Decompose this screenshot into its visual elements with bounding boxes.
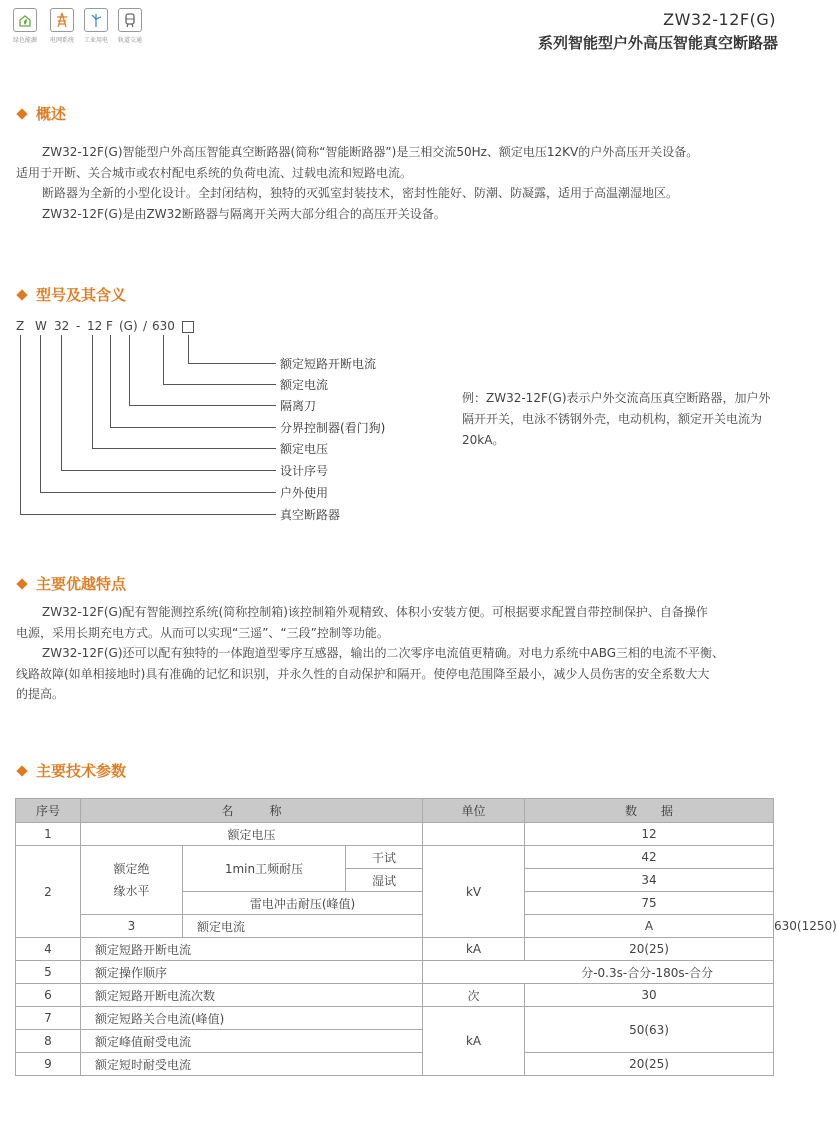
diamond-bullet-icon (16, 578, 27, 589)
paragraph: 断路器为全新的小型化设计。全封闭结构，独特的灭弧室封装技术，密封性能好、防潮、防凝露，适用于高温潮湿地区。 (42, 186, 679, 200)
cell-value: 42 (525, 846, 774, 869)
code-char: F (106, 319, 113, 333)
section-title: 主要技术参数 (36, 762, 127, 780)
col-header-data: 数 据 (525, 799, 774, 823)
cell-value: 分-0.3s-合分-180s-合分 (423, 961, 774, 984)
overview-text (16, 142, 780, 224)
diamond-bullet-icon (16, 108, 27, 119)
cell-value: 34 (525, 869, 774, 892)
section-title: 主要优越特点 (36, 575, 127, 593)
icon-label: 绿色能源 (12, 37, 37, 44)
diamond-bullet-icon (16, 289, 27, 300)
cell-name: 额定短路开断电流次数 (81, 984, 423, 1007)
table-row (16, 1053, 774, 1076)
features-heading (16, 573, 126, 594)
cell-no: 9 (16, 1053, 81, 1076)
model-label: 额定电压 (280, 442, 329, 456)
cell-condition: 干试 (346, 846, 423, 869)
code-char: 32 (54, 319, 70, 333)
cell-value: 20(25) (525, 938, 774, 961)
section-title: 型号及其含义 (36, 286, 127, 304)
cell-unit: kV (423, 846, 525, 938)
paragraph: ZW32-12F(G)智能型户外高压智能真空断路器(简称“智能断路器”)是三相交流50Hz、额定电压12KV的户外高压开关设备。 (42, 145, 699, 159)
rail-transit-badge (113, 8, 147, 44)
cell-name: 额定峰值耐受电流 (81, 1030, 423, 1053)
table-row (16, 823, 774, 846)
cell-subname: 雷电冲击耐压(峰值) (183, 892, 423, 915)
table-row (16, 938, 774, 961)
icon-label: 工业用电 (83, 37, 108, 44)
industrial-power-badge (79, 8, 113, 44)
table-row: 3 额定电流 A 630(1250) (16, 915, 774, 938)
code-char: 630 (152, 319, 175, 333)
table-header-row (16, 799, 774, 823)
wind-turbine-icon (84, 8, 108, 32)
cell-name: 额定操作顺序 (81, 961, 423, 984)
cell-name: 额定短路关合电流(峰值) (81, 1007, 423, 1030)
model-label: 额定电流 (280, 378, 329, 392)
overview-heading (16, 103, 66, 124)
technical-parameters-table (15, 798, 837, 1076)
cell-unit: kA (423, 1007, 525, 1076)
table-row (16, 984, 774, 1007)
col-header-no: 序号 (16, 799, 81, 823)
cell-no: 3 (81, 915, 183, 938)
col-header-name: 名 称 (81, 799, 423, 823)
cell-value: 12 (525, 823, 774, 846)
paragraph: 电源，采用长期充电方式。从而可以实现“三遥”、“三段”控制等功能。 (16, 625, 389, 640)
cell-unit: 次 (423, 984, 525, 1007)
cell-no: 1 (16, 823, 81, 846)
code-char: / (143, 319, 148, 333)
product-series-title: 系列智能型户外高压智能真空断路器 (537, 34, 778, 52)
paragraph: 线路故障(如单相接地时)具有准确的记忆和识别，并永久性的自动保护和隔开。使停电范围降至最小，减少人员伤害的安全系数大大 (16, 666, 710, 681)
code-char: (G) (119, 319, 138, 333)
paragraph: ZW32-12F(G)是由ZW32断路器与隔离开关两大部分组合的高压开关设备。 (42, 206, 446, 221)
model-label: 设计序号 (280, 464, 329, 478)
code-char: - (76, 319, 81, 333)
train-icon (118, 8, 142, 32)
model-label: 隔离刀 (280, 399, 317, 413)
cell-group-line: 额定绝 (113, 862, 150, 876)
table-row (16, 961, 774, 984)
cell-condition: 湿试 (346, 869, 423, 892)
model-label: 真空断路器 (280, 508, 341, 522)
cell-no: 7 (16, 1007, 81, 1030)
diamond-bullet-icon (16, 765, 27, 776)
cell-no: 6 (16, 984, 81, 1007)
cell-name: 额定电流 (183, 915, 525, 938)
table-row (16, 1007, 774, 1030)
cell-name: 额定短时耐受电流 (81, 1053, 423, 1076)
model-label: 分界控制器(看门狗) (280, 421, 386, 435)
paragraph: 适用于开断、关合城市或农村配电系统的负荷电流、过载电流和短路电流。 (16, 165, 413, 180)
cell-unit: kA (423, 938, 525, 961)
model-example-note: 例：ZW32-12F(G)表示户外交流高压真空断路器，加户外隔开开关，电泳不锈钢外壳，电动机构，额定开关电流为20kA。 (462, 391, 771, 447)
features-text (16, 602, 780, 705)
green-energy-badge (8, 8, 42, 44)
paragraph: ZW32-12F(G)还可以配有独特的一体跑道型零序互感器，输出的二次零序电流值更精确。对电力系统中ABG三相的电流不平衡、 (42, 646, 725, 660)
cell-value: 50(63) (525, 1007, 774, 1053)
power-grid-badge (45, 8, 79, 44)
placeholder-box (182, 321, 194, 333)
cell-subname: 1min工频耐压 (183, 846, 346, 892)
code-char: Z (16, 319, 25, 333)
model-heading (16, 284, 126, 305)
product-model-title: ZW32-12F(G) (663, 10, 776, 29)
cell-no: 2 (16, 846, 81, 938)
cell-group-line: 缘水平 (113, 884, 150, 898)
model-label: 户外使用 (280, 486, 329, 500)
cell-unit (423, 823, 525, 846)
cell-value: 20(25) (525, 1053, 774, 1076)
table-row (16, 846, 774, 869)
model-label: 额定短路开断电流 (280, 357, 377, 371)
params-heading (16, 760, 126, 781)
col-header-unit: 单位 (423, 799, 525, 823)
leaf-house-icon (13, 8, 37, 32)
cell-group (81, 846, 183, 915)
cell-name: 额定短路开断电流 (81, 938, 423, 961)
paragraph: 的提高。 (16, 687, 65, 701)
cell-value: 30 (525, 984, 774, 1007)
icon-label: 轨道交通 (117, 37, 142, 44)
cell-value: 75 (525, 892, 774, 915)
cell-no: 4 (16, 938, 81, 961)
section-title: 概述 (36, 105, 67, 123)
cell-no: 5 (16, 961, 81, 984)
icon-label: 电网系统 (49, 37, 74, 44)
power-tower-icon (50, 8, 74, 32)
paragraph: ZW32-12F(G)配有智能测控系统(简称控制箱)该控制箱外观精致、体积小安装方便。可根据要求配置自带控制保护、自备操作 (42, 605, 708, 619)
code-char: 12 (87, 319, 103, 333)
cell-no: 8 (16, 1030, 81, 1053)
cell-unit: A (525, 915, 774, 938)
cell-name: 额定电压 (81, 823, 423, 846)
code-char: W (35, 319, 47, 333)
